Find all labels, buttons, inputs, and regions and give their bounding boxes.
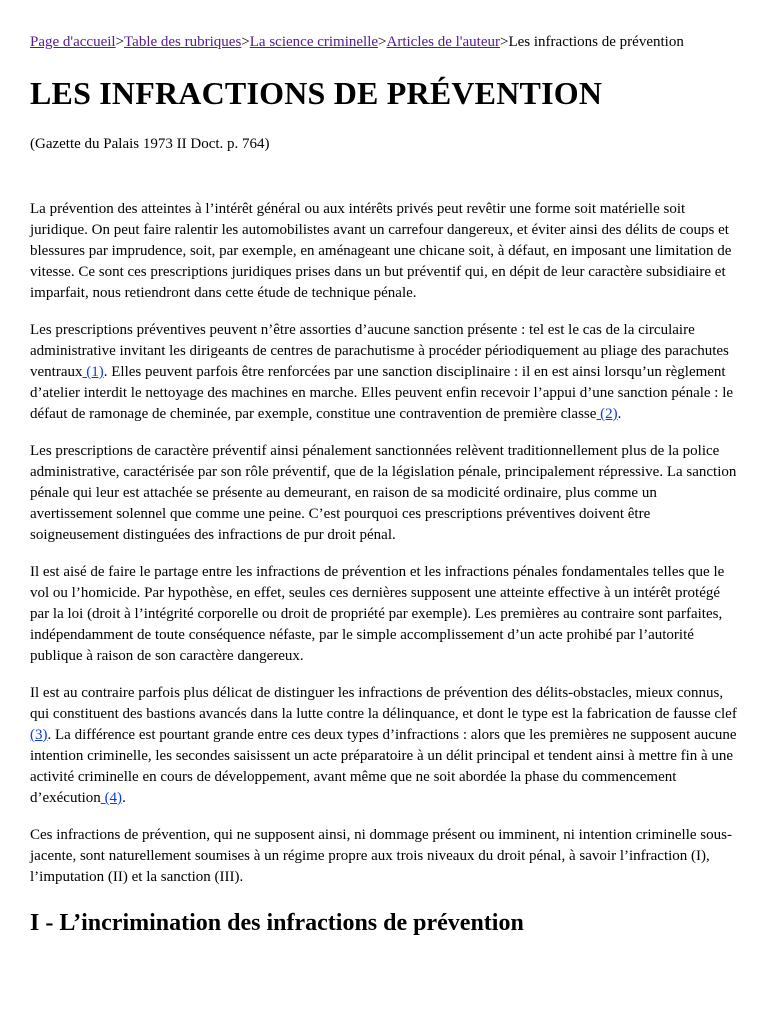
paragraph-5 <box>30 683 738 809</box>
breadcrumb-separator: > <box>500 34 509 50</box>
breadcrumb-current: Les infractions de prévention <box>508 34 684 50</box>
section-heading: I - L’incrimination des infractions de prévention <box>30 910 524 936</box>
footnote-link-4[interactable]: (4) <box>100 790 123 806</box>
paragraph-1: La prévention des atteintes à l’intérêt général ou aux intérêts privés peut revêtir une forme soit matérielle soit juridique. On peut faire ralentir les automobilistes avant un carrefour dangereux, et éviter ainsi des délits de coups et blessures par imprudence, soit, par exemple, en aménageant une chicane soit, à défaut, en imposant une limitation de vitesse. Ce sont ces prescriptions juridiques prises dans un but préventif qui, en dépit de leur caractère subsidiaire et imparfait, nous retiendront dans cette étude de technique pénale. <box>30 201 732 301</box>
breadcrumb-separator: > <box>115 34 125 50</box>
footnote-link-3[interactable]: (3) <box>30 727 48 743</box>
breadcrumb-rubriques-link[interactable]: Table des rubriques <box>124 34 242 50</box>
breadcrumb-separator: > <box>241 34 250 50</box>
footnote-link-2[interactable]: (2) <box>596 406 618 422</box>
source-citation: (Gazette du Palais 1973 II Doct. p. 764) <box>30 136 270 152</box>
breadcrumb-separator: > <box>378 34 387 50</box>
paragraph-2-text-b: . Elles peuvent parfois être renforcées par une sanction disciplinaire : il en est ainsi lorsqu’un règlement d’atelier interdit le nettoyage des machines en marche. Elles peuvent enfin recevoir l’appui d’une sanction pénale : le défaut de ramonage de cheminée, par exemple, constitue une contravention de première classe <box>30 364 734 422</box>
paragraph-5-text-c: . <box>122 790 126 806</box>
footnote-link-1[interactable]: (1) <box>82 364 104 380</box>
paragraph-2-text-c: . <box>617 406 622 422</box>
paragraph-3: Les prescriptions de caractère préventif ainsi pénalement sanctionnées relèvent traditionnellement plus de la police administrative, caractérisée par son rôle préventif, que de la législation pénale, principalement répressive. La sanction pénale qui leur est attachée se présente au demeurant, en raison de sa modicité ordinaire, plus comme un avertissement solennel que comme une peine. C’est pourquoi ces prescriptions préventives doivent être soigneusement distinguées des infractions de pur droit pénal. <box>30 443 737 543</box>
page-title: LES INFRACTIONS DE PRÉVENTION <box>30 75 603 111</box>
paragraph-6: Ces infractions de prévention, qui ne supposent ainsi, ni dommage présent ou imminent, ni intention criminelle sous-jacente, sont naturellement soumises à un régime propre aux trois niveaux du droit pénal, à savoir l’infraction (I), l’imputation (II) et la sanction (III). <box>30 827 732 885</box>
breadcrumb-science-link[interactable]: La science criminelle <box>249 34 379 50</box>
paragraph-2-text-a: Les prescriptions préventives peuvent n’être assorties d’aucune sanction présente : tel est le cas de la circulaire administrative invitant les dirigeants de centres de parachutisme à procéder périodiquement au pliage des parachutes ventraux <box>30 322 729 380</box>
breadcrumb <box>30 32 738 52</box>
paragraph-5-text-b: . La différence est pourtant grande entre ces deux types d’infractions : alors que les premières ne supposent aucune intention criminelle, les secondes saisissent un acte préparatoire à un délit principal et tendent ainsi à mettre fin à une activité criminelle en cours de développement, avant même que ne soit abordée la phase du commencement d’exécution <box>30 727 737 806</box>
paragraph-5-text-a: Il est au contraire parfois plus délicat de distinguer les infractions de prévention des délits-obstacles, mieux connus, qui constituent des bastions avancés dans la lutte contre la délinquance, et dont le type est la fabrication de fausse clef <box>30 685 737 722</box>
breadcrumb-articles-link[interactable]: Articles de l'auteur <box>386 34 500 50</box>
breadcrumb-home-link[interactable]: Page d'accueil <box>30 34 116 50</box>
paragraph-4: Il est aisé de faire le partage entre les infractions de prévention et les infractions pénales fondamentales telles que le vol ou l’homicide. Par hypothèse, en effet, seules ces dernières supposent une atteinte effective à un intérêt protégé par la loi (droit à l’intégrité corporelle ou droit de propriété par exemple). Les premières au contraire sont parfaites, indépendamment de toute conséquence néfaste, par le simple accomplissement d’un acte prohibé par l’autorité publique à raison de son caractère dangereux. <box>30 564 725 664</box>
paragraph-2 <box>30 320 738 425</box>
article-body <box>30 199 738 888</box>
